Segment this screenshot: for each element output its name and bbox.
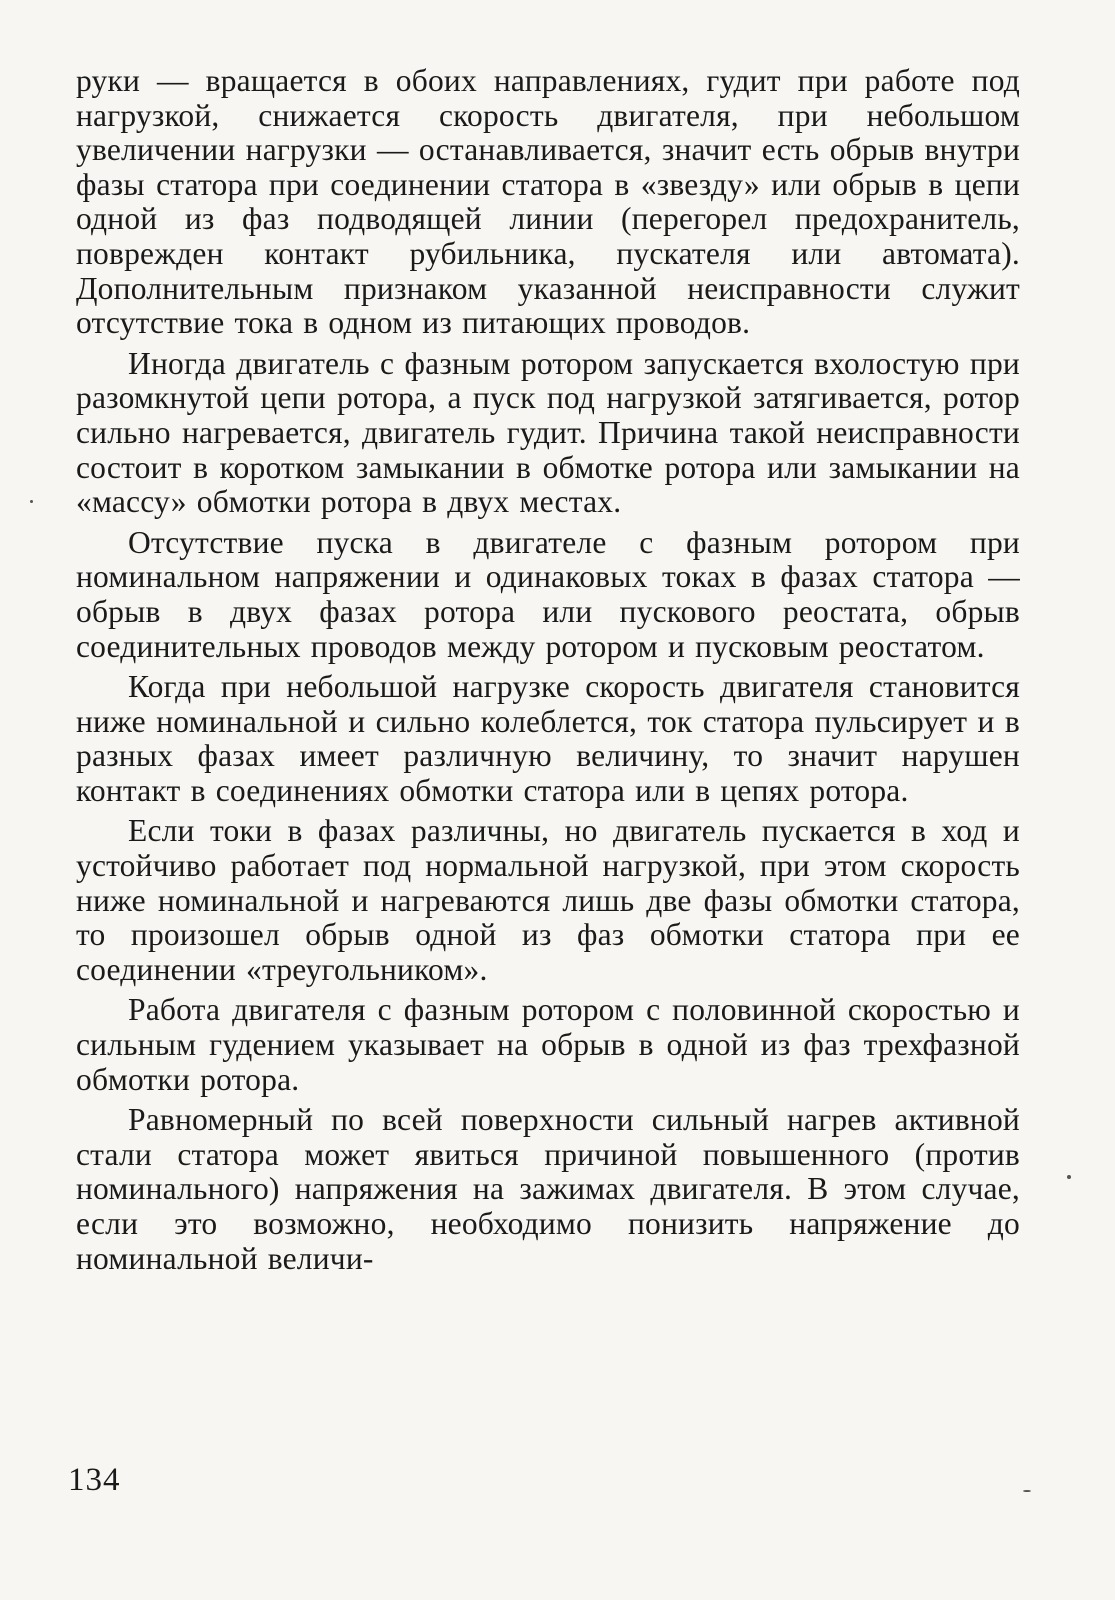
paragraph-4: Когда при небольшой нагрузке скорость двигателя становится ниже номинальной и сильно колеблется, ток статора пульсирует и в разных фазах имеет различную величину, то значит нарушен контакт в соединениях обмотки статора или в цепях ротора. [76,669,1020,808]
scan-speck [30,500,33,503]
scan-speck [1067,1175,1071,1179]
paragraph-3: Отсутствие пуска в двигателе с фазным ротором при номинальном напряжении и одинаковых токах в фазах статора — обрыв в двух фазах ротора или пускового реостата, обрыв соединительных проводов между ротором и пусковым реостатом. [76,524,1020,664]
paragraph-6: Работа двигателя с фазным ротором с половинной скоростью и сильным гудением указывает на обрыв в одной из фаз трехфазной обмотки ротора. [76,992,1020,1097]
page-body [76,64,1020,1276]
paragraph-5: Если токи в фазах различны, но двигатель пускается в ход и устойчиво работает под нормальной нагрузкой, при этом скорость ниже номинальной и нагреваются лишь две фазы обмотки статора, то произошел обрыв одной из фаз обмотки статора при ее соединении «треугольником». [76,813,1020,987]
paragraph-1: руки — вращается в обоих направлениях, гудит при работе под нагрузкой, снижается скорость двигателя, при небольшом увеличении нагрузки — останавливается, значит есть обрыв внутри фазы статора при соединении статора в «звезду» или обрыв в цепи одной из фаз подводящей линии (перегорел предохранитель, поврежден контакт рубильника, пускателя или автомата). Дополнительным признаком указанной неисправности служит отсутствие тока в одном из питающих проводов. [76,63,1020,341]
scan-speck [1023,1490,1031,1492]
paragraph-7: Равномерный по всей поверхности сильный нагрев активной стали статора может явиться причиной повышенного (против номинального) напряжения на зажимах двигателя. В этом случае, если это возможно, необходимо понизить напряжение до номинальной величи- [76,1102,1020,1276]
page-number: 134 [68,1462,121,1498]
paragraph-2: Иногда двигатель с фазным ротором запускается вхолостую при разомкнутой цепи ротора, а пуск под нагрузкой затягивается, ротор сильно нагревается, двигатель гудит. Причина такой неисправности состоит в коротком замыкании в обмотке ротора или замыкании на «массу» обмотки ротора в двух местах. [76,345,1020,520]
